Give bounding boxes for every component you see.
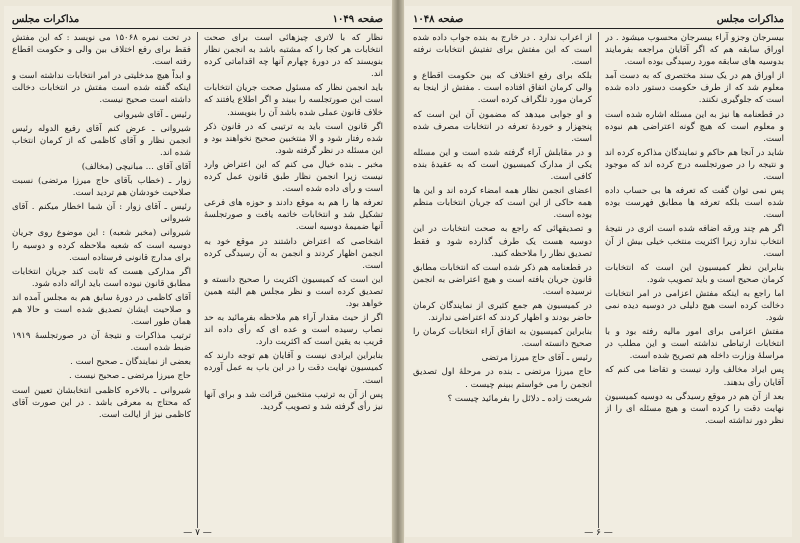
paragraph: اگر قانون است باید به ترتیبی که در قانون ذکر شده رفتار شود و الا منتخبین صحیح نخواهند بود و این مسئله در نظر گرفته شود. bbox=[204, 121, 383, 156]
paragraph: و در مقابلش آراء گرفته شده است و این مسئله یکی از مدارک کمیسیون است که به عقیدهٔ بنده کافی است. bbox=[413, 147, 592, 183]
page-footer: — ۷ — bbox=[183, 528, 212, 537]
book-gutter bbox=[392, 0, 404, 543]
paragraph: حاج میرزا مرتضی ـ صحیح نیست . bbox=[68, 371, 191, 382]
paragraph: شاید در آنجا هم حاکم و نمایندگان مذاکره کرده اند و نتیجه را در صورتجلسه درج کرده اند که موجود است. bbox=[605, 147, 784, 183]
page-header bbox=[12, 12, 383, 29]
paragraph: آقای آقای ... مبانیچی (مخالف) bbox=[81, 161, 191, 172]
paragraph: در تحت نمره ۱۵۰۶۸ می نویسد : که این مفتش فقط برای رفع اختلاف بین والی و حکومت اقطاع رفته است. bbox=[12, 33, 191, 68]
paragraph: مفتش اعزامی برای امور مالیه رفته بود و با انتخابات ارتباطی نداشته است و این مطلب در مراسلهٔ وزارت داخله هم تصریح شده است. bbox=[605, 327, 784, 362]
paragraph: ترتیب مذاکرات و نتیجهٔ آن در صورتجلسهٔ ۱۹۱۹ ضبط شده است. bbox=[12, 331, 191, 354]
paragraph: رئیس ـ آقای زوار : آن شما اخطار میکنم . آقای شیروانی bbox=[12, 202, 191, 225]
paragraph: بعد از آن هم در موقع رسیدگی به دوسیه کمیسیون نهایت دقت را کرده است و هیچ مسئله ای را از نظر دور نداشته است. bbox=[605, 391, 784, 426]
paragraph: رئیس ـ آقای شیروانی bbox=[113, 109, 191, 120]
paragraph: بنابراین ایرادی نیست و آقایان هم توجه دارند که کمیسیون نهایت دقت را در این باب به عمل آورده است. bbox=[204, 351, 383, 386]
paragraph: از اوراق هم در یک سند مختصری که به دست آمد معلوم شد که از طرف حکومت دستور داده شده است که جلوگیری نکنند. bbox=[605, 71, 784, 106]
paragraph: آقای کاظمی در دورهٔ سابق هم به مجلس آمده اند و صلاحیت ایشان تصدیق شده است و حالا هم همان طور است. bbox=[12, 292, 191, 328]
paragraph: اما راجع به اینکه مفتش اعزامی در امر انتخابات دخالت کرده است هیچ دلیلی در دوسیه دیده نمی شود. bbox=[605, 288, 784, 324]
paragraph: نظار که با لاتری چیزهائی است برای صحت انتخابات هر کجا را که مشتبه باشد به انجمن نظار بنویسند که در دورهٔ چهارم آنها چه اقداماتی کرده اند. bbox=[204, 33, 383, 80]
page-footer: — ۶ — bbox=[584, 528, 613, 537]
left-page bbox=[4, 6, 391, 537]
paragraph: اشخاصی که اعتراض داشتند در موقع خود به انجمن اظهار کردند و انجمن به آن رسیدگی کرده است. bbox=[204, 236, 383, 271]
paragraph: اعضای انجمن نظار همه امضاء کرده اند و این ها همه حاکی از این است که جریان انتخابات منظم بوده است. bbox=[413, 186, 592, 221]
text-columns bbox=[12, 32, 383, 528]
paragraph: شیروانی ـ بالاخره کاظمی انتخابشان تعیین است که محتاج به معرفی باشد . در این صورت آقای کاظمی نیز از ایالت است. bbox=[12, 385, 191, 420]
paragraph: بیسرجان وجزو آراء بیسرجان محسوب میشود . در اوراق سابقه هم که اگر آقایان مراجعه بفرمایند بدوسیه های سابقه مورد رسیدگی بوده است. bbox=[605, 33, 784, 68]
paragraph: بنابراین کمیسیون به اتفاق آراء انتخابات کرمان را صحیح دانسته است. bbox=[413, 327, 592, 350]
paragraph: و ابداً هیچ مدخلیتی در امر انتخابات نداشته است و اینکه گفته شده است مفتش در انتخابات دخالت داشته است صحیح نیست. bbox=[12, 71, 191, 106]
right-page bbox=[405, 6, 792, 537]
paragraph: بعضی از نمایندگان ـ صحیح است . bbox=[70, 357, 191, 368]
paragraph: بلکه برای رفع اختلاف که بین حکومت اقطاع و والی کرمان اتفاق افتاده است . مفتش از اینجا به کرمان مورد تلگراف کرده است. bbox=[413, 71, 592, 106]
page-number-label: صفحه ۱۰۴۸ bbox=[413, 13, 464, 25]
paragraph: اگر هم چند ورقه اضافه شده است اثری در نتیجهٔ انتخاب ندارد زیرا اکثریت منتخب خیلی بیش از آن است. bbox=[605, 224, 784, 259]
paragraph: اگر مدارکی هست که ثابت کند جریان انتخابات مطابق قانون نبوده است باید ارائه داده شود. bbox=[12, 266, 191, 289]
paragraph: رئیس ـ آقای حاج میرزا مرتضی bbox=[481, 353, 592, 364]
paragraph: شریعت زاده ـ دلائل را بفرمائید چیست ؟ bbox=[447, 393, 592, 404]
text-columns bbox=[413, 32, 784, 528]
paragraph: این است که کمیسیون اکثریت را صحیح دانسته و تصدیق کرده است و نظر مجلس هم البته همین خواهد بود. bbox=[204, 274, 383, 309]
column-divider bbox=[197, 32, 198, 528]
paragraph: در کمیسیون هم جمع کثیری از نمایندگان کرمان حاضر بودند و اظهار کردند که اعتراضی ندارند. bbox=[413, 300, 592, 324]
page-header bbox=[413, 12, 784, 29]
journal-title: مذاکرات مجلس bbox=[12, 13, 80, 25]
paragraph: پس از آن به ترتیب منتخبین قرائت شد و برای آنها نیز رأی گرفته شد و تصویب گردید. bbox=[204, 389, 383, 412]
page-number-label: صفحه ۱۰۴۹ bbox=[332, 13, 383, 25]
paragraph: پس ایراد مخالف وارد نیست و تقاضا می کنم که آقایان رأی بدهند. bbox=[605, 365, 784, 388]
paragraph: شیروانی ـ عرض کنم آقای رفیع الدوله رئیس انجمن نظار و آقای کاظمی که از کرمان انتخاب شده اند. bbox=[12, 123, 191, 158]
paragraph: اگر از حیث مقدار آراء هم ملاحظه بفرمائید به حد نصاب رسیده است و عده ای که رأی داده اند قریب به یقین است که اکثریت دارد. bbox=[204, 313, 383, 348]
paragraph: باید انجمن نظار که مسئول صحت جریان انتخابات است این صورتجلسه را ببیند و اگر اطلاع یافتند که خلاف قانون عملی شده باشد آن را بنویسند. bbox=[204, 83, 383, 118]
paragraph: بنابراین نظر کمیسیون این است که انتخابات کرمان صحیح است و باید تصویب شود. bbox=[605, 262, 784, 285]
text-column-right bbox=[204, 32, 383, 528]
text-column-left bbox=[413, 32, 592, 528]
paragraph: پس نمی توان گفت که تعرفه ها بی حساب داده شده است بلکه تعرفه ها مطابق فهرست بوده است. bbox=[605, 186, 784, 221]
paragraph: در قطعنامه هم ذکر شده است که انتخابات مطابق قانون جریان یافته است و هیچ اعتراضی به انجمن نرسیده است. bbox=[413, 262, 592, 297]
paragraph: شیروانی (مخبر شعبه) : این موضوع روی جریان دوسیه است که شعبه ملاحظه کرده و دوسیه را برای مدارج قانونی فرستاده است. bbox=[12, 228, 191, 263]
paragraph: از اعراب ندارد . در خارج به بنده جواب داده شده است که این مفتش برای تفتیش انتخابات نرفته است. bbox=[413, 33, 592, 68]
text-column-right bbox=[605, 32, 784, 528]
text-column-left bbox=[12, 32, 191, 528]
paragraph: در قطعنامه ها نیز به این مسئله اشاره شده است و معلوم است که هیچ گونه اعتراضی هم نبوده است. bbox=[605, 109, 784, 144]
paragraph: و او جوابی میدهد که مضمون آن این است که پنجهزار و خوردهٔ تعرفه در انتخابات مصرف شده است. bbox=[413, 109, 592, 144]
journal-title: مذاکرات مجلس bbox=[716, 13, 784, 25]
paragraph: حاج میرزا مرتضی ـ بنده در مرحلهٔ اول تصدیق انجمن را می خواستم ببینم چیست . bbox=[413, 367, 592, 390]
paragraph: زوار ـ (خطاب بآقای حاج میرزا مرتضی) نسبت صلاحیت خودشان هم تردید است. bbox=[12, 176, 191, 199]
paragraph: و تصدیقهائی که راجع به صحت انتخابات در این دوسیه هست یک طرف گذارده شود و فقط تصدیق نظار را ملاحظه کنید. bbox=[413, 224, 592, 259]
paragraph: تعرفه ها را هم به موقع دادند و حوزه های فرعی تشکیل شد و انتخابات خاتمه یافت و صورتجلسهٔ آنها ضمیمهٔ دوسیه است. bbox=[204, 198, 383, 233]
paragraph: مخبر ـ بنده خیال می کنم که این اعتراض وارد نیست زیرا انجمن نظار طبق قانون عمل کرده است و رأی داده شده است. bbox=[204, 159, 383, 195]
column-divider bbox=[598, 32, 599, 528]
